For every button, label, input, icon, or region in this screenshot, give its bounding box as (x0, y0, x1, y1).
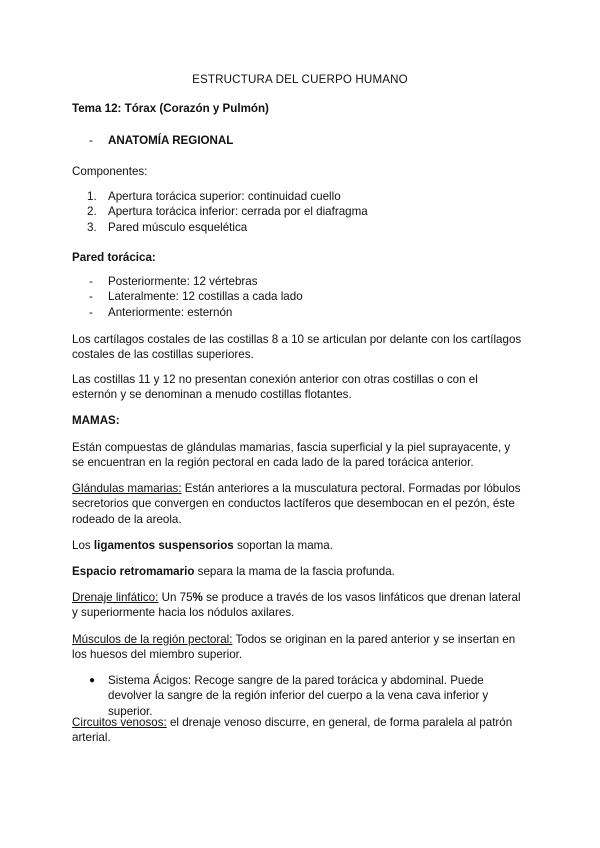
list-item (72, 220, 524, 235)
paragraph-circuitos (72, 715, 524, 746)
list-item-text: Anteriormente: esternón (108, 305, 233, 319)
list-number: 1. (87, 190, 97, 203)
dash-marker: - (89, 134, 93, 147)
document-title: ESTRUCTURA DEL CUERPO HUMANO (192, 73, 408, 86)
espacio-bold: Espacio retromamario (72, 565, 195, 578)
list-item (72, 289, 524, 304)
drenaje-percent: % (192, 591, 203, 604)
list-number: 2. (87, 205, 97, 219)
dash-marker: - (89, 305, 93, 319)
pared-list (72, 274, 524, 320)
pared-heading: Pared torácica: (72, 251, 156, 264)
drenaje-pre: Un 75 (158, 591, 193, 604)
circuitos-text: el drenaje venoso discurre, en general, de forma paralela al patrón arterial. (72, 716, 513, 745)
espacio-text: separa la mama de la fascia profunda. (194, 565, 395, 578)
mamas-heading: MAMAS: (72, 414, 120, 427)
list-item-text: Lateralmente: 12 costillas a cada lado (108, 290, 303, 304)
drenaje-label: Drenaje linfático: (72, 591, 159, 604)
paragraph-espacio (72, 564, 524, 579)
list-item-text: Apertura torácica inferior: cerrada por el diafragma (108, 205, 368, 219)
paragraph-ligamentos (72, 538, 524, 553)
list-item (72, 274, 524, 289)
circuitos-label: Circuitos venosos: (72, 716, 167, 729)
musculos-label: Músculos de la región pectoral: (72, 633, 233, 646)
section-heading-row (72, 133, 524, 148)
drenaje-post: se produce a través de los vasos linfáticos que drenan lateral y superiormente hacia los nódulos axilares. (72, 591, 521, 620)
list-item-text: Sistema Ácigos: Recoge sangre de la pared torácica y abdominal. Puede devolver la sangre de la región inferior del cuerpo a la vena cava inferior y superior. (108, 674, 489, 718)
musculos-text: Todos se originan en la pared anterior y se insertan en los huesos del miembro superior. (72, 633, 516, 662)
paragraph-cartilagos: Los cartílagos costales de las costillas 8 a 10 se articulan por delante con los cartílagos costales de las costillas superiores. (72, 333, 522, 362)
list-item (72, 673, 524, 719)
dash-marker: - (89, 275, 93, 288)
topic-heading: Tema 12: Tórax (Corazón y Pulmón) (72, 102, 269, 115)
components-label: Componentes: (72, 165, 148, 178)
components-list (72, 189, 524, 235)
ligamentos-pre: Los (72, 539, 94, 552)
ligamentos-bold: ligamentos suspensorios (93, 539, 234, 552)
list-item-text: Posteriormente: 12 vértebras (108, 275, 258, 288)
glandulas-label: Glándulas mamarias: (72, 482, 182, 495)
dash-marker: - (89, 290, 93, 304)
list-item-text: Apertura torácica superior: continuidad cuello (108, 190, 341, 203)
paragraph-drenaje (72, 590, 524, 621)
ligamentos-post: soportan la mama. (233, 539, 333, 552)
glandulas-text: Están anteriores a la musculatura pectoral. Formadas por lóbulos secretorios que convergen en conductos lactíferos que desembocan en el pezón, éste rodeado de la areola. (72, 482, 521, 526)
paragraph-mamas: Están compuestas de glándulas mamarias, fascia superficial y la piel suprayacente, y se encuentran en la región pectoral en cada lado de la pared torácica anterior. (72, 441, 511, 470)
bullet-icon: ● (89, 675, 96, 686)
list-item-text: Pared músculo esquelética (108, 220, 248, 234)
paragraph-musculos (72, 632, 524, 663)
acigos-list (72, 673, 524, 719)
list-item (72, 204, 524, 219)
list-number: 3. (87, 220, 97, 234)
list-item (72, 189, 524, 204)
list-item (72, 305, 524, 320)
section-heading: ANATOMÍA REGIONAL (108, 134, 234, 147)
paragraph-costillas: Las costillas 11 y 12 no presentan conexión anterior con otras costillas o con el esternón y se denominan a menudo costillas flotantes. (72, 373, 478, 402)
paragraph-glandulas (72, 481, 524, 527)
